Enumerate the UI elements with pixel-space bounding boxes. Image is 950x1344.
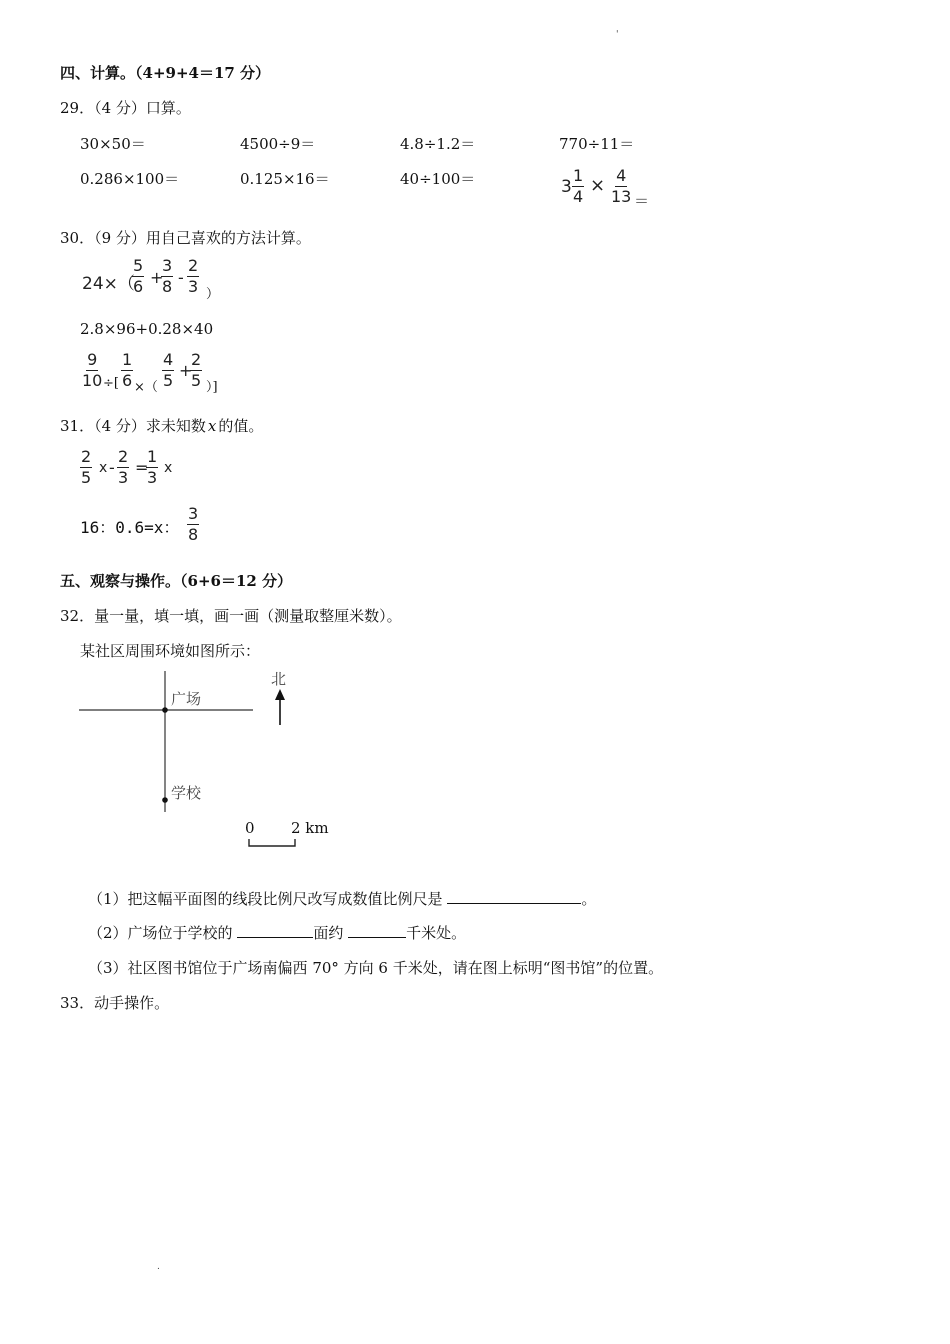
expr-lead: 24×（ — [82, 274, 135, 294]
plus-sign: + — [179, 361, 193, 380]
fraction: $\frac{2}{5}$ — [191, 350, 202, 390]
fraction: $\frac{4}{13}$ — [611, 166, 632, 206]
minus-sign: - — [109, 458, 115, 477]
minus-sign: - — [178, 268, 184, 287]
fraction: $\frac{1}{6}$ — [122, 350, 133, 390]
fraction: $\frac{2}{3}$ — [188, 256, 199, 296]
scale-label: 2 km — [291, 819, 329, 837]
var-x: x — [99, 460, 108, 476]
q33-heading: 33．动手操作。 — [60, 994, 170, 1012]
answer-blank[interactable] — [237, 937, 313, 938]
close-paren: ） — [206, 287, 220, 302]
north-arrow-head — [275, 689, 285, 700]
q29-item: 770÷11＝ — [559, 135, 635, 153]
q29-heading: 29．（4 分）口算。 — [60, 99, 191, 117]
q32-heading: 32．量一量，填一填，画一画（测量取整厘米数）。 — [60, 607, 402, 625]
fraction: $\frac{5}{6}$ — [133, 256, 144, 296]
school-label: 学校 — [171, 784, 202, 802]
q29-item: 40÷100＝ — [400, 170, 476, 188]
fraction: $\frac{3}{8}$ — [162, 256, 173, 296]
answer-blank[interactable] — [447, 903, 581, 904]
q29-item: 4.8÷1.2＝ — [400, 135, 476, 153]
divide-bracket: ÷[ — [103, 376, 119, 391]
north-label: 北 — [271, 670, 287, 688]
fraction: $\frac{2}{3}$ — [118, 447, 129, 487]
var-x: x — [164, 460, 173, 476]
plaza-label: 广场 — [171, 690, 202, 708]
school-dot — [162, 797, 168, 803]
q32-part2: （2）广场位于学校的 面约 千米处。 — [88, 924, 467, 942]
plus-sign: + — [150, 268, 164, 287]
fraction: $\frac{1}{3}$ — [147, 447, 158, 487]
equals-sign: = — [135, 458, 149, 477]
close-bracket: ）] — [206, 380, 218, 395]
equals-sign: ＝ — [634, 192, 650, 210]
times-paren: ×（ — [134, 380, 158, 395]
q29-item: 30×50＝ — [80, 135, 146, 153]
q29-item: 0.286×100＝ — [80, 170, 180, 188]
scale-bar — [249, 839, 295, 846]
q31-heading: 31．（4 分）求未知数 x 的值。 — [60, 417, 264, 435]
footer-mark: . — [157, 1262, 160, 1272]
mixed-whole: 3 — [561, 177, 572, 197]
q32-part1: （1）把这幅平面图的线段比例尺改写成数值比例尺是 。 — [88, 890, 597, 908]
q30-expr2: 2.8×96+0.28×40 — [80, 320, 214, 338]
fraction: $\frac{2}{5}$ — [81, 447, 92, 487]
fraction: $\frac{3}{8}$ — [188, 504, 199, 544]
fraction: $\frac{9}{10}$ — [82, 350, 103, 390]
section-4-title: 四、计算。（4+9+4＝17 分） — [60, 64, 271, 82]
section-5-title: 五、观察与操作。（6+6＝12 分） — [60, 572, 293, 590]
fraction: $\frac{1}{4}$ — [573, 166, 584, 206]
q29-item: 0.125×16＝ — [240, 170, 330, 188]
plaza-dot — [162, 707, 168, 713]
scale-zero: 0 — [245, 819, 255, 837]
answer-blank[interactable] — [348, 937, 406, 938]
ratio-text: 16：0.6=x： — [80, 518, 180, 537]
header-mark: ' — [616, 30, 619, 40]
times-sign: × — [590, 175, 606, 196]
fraction: $\frac{4}{5}$ — [163, 350, 174, 390]
q32-intro: 某社区周围环境如图所示： — [80, 642, 261, 660]
q32-part3: （3）社区图书馆位于广场南偏西 70° 方向 6 千米处，请在图上标明“图书馆”的位置。 — [88, 959, 664, 977]
q29-item: 4500÷9＝ — [240, 135, 316, 153]
q30-heading: 30．（9 分）用自己喜欢的方法计算。 — [60, 229, 311, 247]
